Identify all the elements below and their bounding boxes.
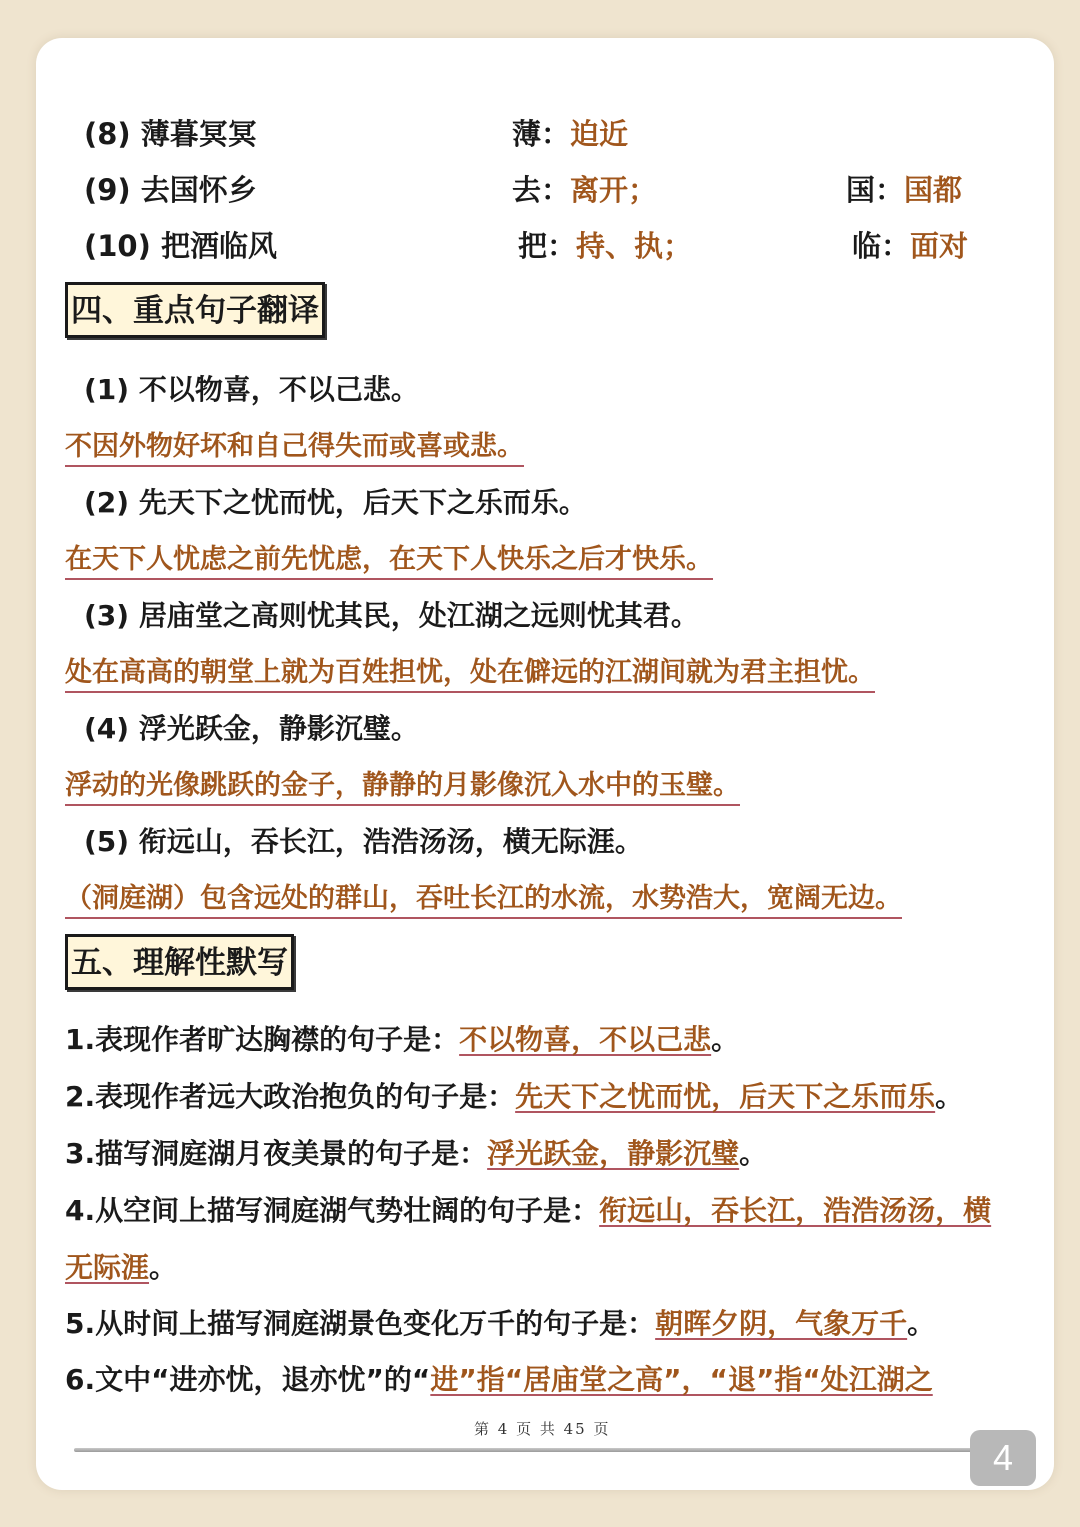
vocab-word-8: 薄：迫近 [512, 117, 629, 151]
section-heading-translation: 四、重点句子翻译 [65, 282, 325, 338]
translation-2: 在天下人忧虑之前先忧虑，在天下人快乐之后才快乐。 [65, 537, 713, 580]
dictation-answer: 先天下之忧而忧，后天下之乐而乐 [515, 1080, 936, 1113]
vocab-answer: 面对 [910, 229, 969, 263]
vocab-answer: 迫近 [570, 117, 629, 151]
dictation-answer: 衔远山，吞长江，浩浩汤汤，横 [599, 1194, 992, 1227]
dictation-answer: 浮光跃金，静影沉璧 [487, 1137, 740, 1170]
page-number-text: 第 4 页 共 45 页 [474, 1420, 611, 1438]
translation-1: 不因外物好坏和自己得失而或喜或悲。 [65, 424, 524, 467]
vocab-item-10: (10) 把酒临风 [84, 229, 277, 263]
dictation-answer: 朝晖夕阴，气象万千 [655, 1307, 908, 1340]
footer-divider [74, 1448, 974, 1452]
dictation-item-2: 2.表现作者远大政治抱负的句子是：先天下之忧而忧，后天下之乐而乐。 [65, 1080, 964, 1113]
sentence-4: (4) 浮光跃金，静影沉璧。 [84, 712, 419, 745]
vocab-item-9: (9) 去国怀乡 [84, 173, 257, 207]
dictation-answer: 无际涯 [65, 1251, 150, 1284]
vocab-item-8: (8) 薄暮冥冥 [84, 117, 257, 151]
dictation-item-6: 6.文中“进亦忧，退亦忧”的“进”指“居庙堂之高”，“退”指“处江湖之 [65, 1363, 933, 1396]
sentence-5: (5) 衔远山，吞长江，浩浩汤汤，横无际涯。 [84, 825, 643, 858]
dictation-item-4-cont: 无际涯。 [65, 1251, 178, 1284]
translation-5: （洞庭湖）包含远处的群山，吞吐长江的水流，水势浩大，宽阔无边。 [65, 876, 902, 919]
translation-4: 浮动的光像跳跃的金子，静静的月影像沉入水中的玉璧。 [65, 763, 740, 806]
section-heading-dictation: 五、理解性默写 [65, 934, 294, 990]
vocab-answer: 国都 [904, 173, 963, 207]
dictation-item-1: 1.表现作者旷达胸襟的句子是：不以物喜，不以己悲。 [65, 1023, 740, 1056]
vocab-answer: 离开； [570, 173, 658, 207]
vocab-word-10a: 把：持、执； [518, 229, 693, 263]
sentence-2: (2) 先天下之忧而忧，后天下之乐而乐。 [84, 486, 587, 519]
dictation-answer: 进”指“居庙堂之高”，“退”指“处江湖之 [430, 1363, 933, 1396]
dictation-answer: 不以物喜，不以己悲 [459, 1023, 712, 1056]
vocab-word-9b: 国：国都 [846, 173, 963, 207]
vocab-answer: 持、执； [576, 229, 693, 263]
sentence-3: (3) 居庙堂之高则忧其民，处江湖之远则忧其君。 [84, 599, 699, 632]
dictation-item-4: 4.从空间上描写洞庭湖气势壮阔的句子是：衔远山，吞长江，浩浩汤汤，横 [65, 1194, 992, 1227]
sentence-1: (1) 不以物喜，不以己悲。 [84, 373, 419, 406]
vocab-word-10b: 临：面对 [852, 229, 969, 263]
page-number-badge: 4 [970, 1430, 1036, 1486]
translation-3: 处在高高的朝堂上就为百姓担忧，处在僻远的江湖间就为君主担忧。 [65, 650, 875, 693]
vocab-word-9a: 去：离开； [512, 173, 658, 207]
dictation-item-5: 5.从时间上描写洞庭湖景色变化万千的句子是：朝晖夕阴，气象万千。 [65, 1307, 936, 1340]
dictation-item-3: 3.描写洞庭湖月夜美景的句子是：浮光跃金，静影沉璧。 [65, 1137, 768, 1170]
